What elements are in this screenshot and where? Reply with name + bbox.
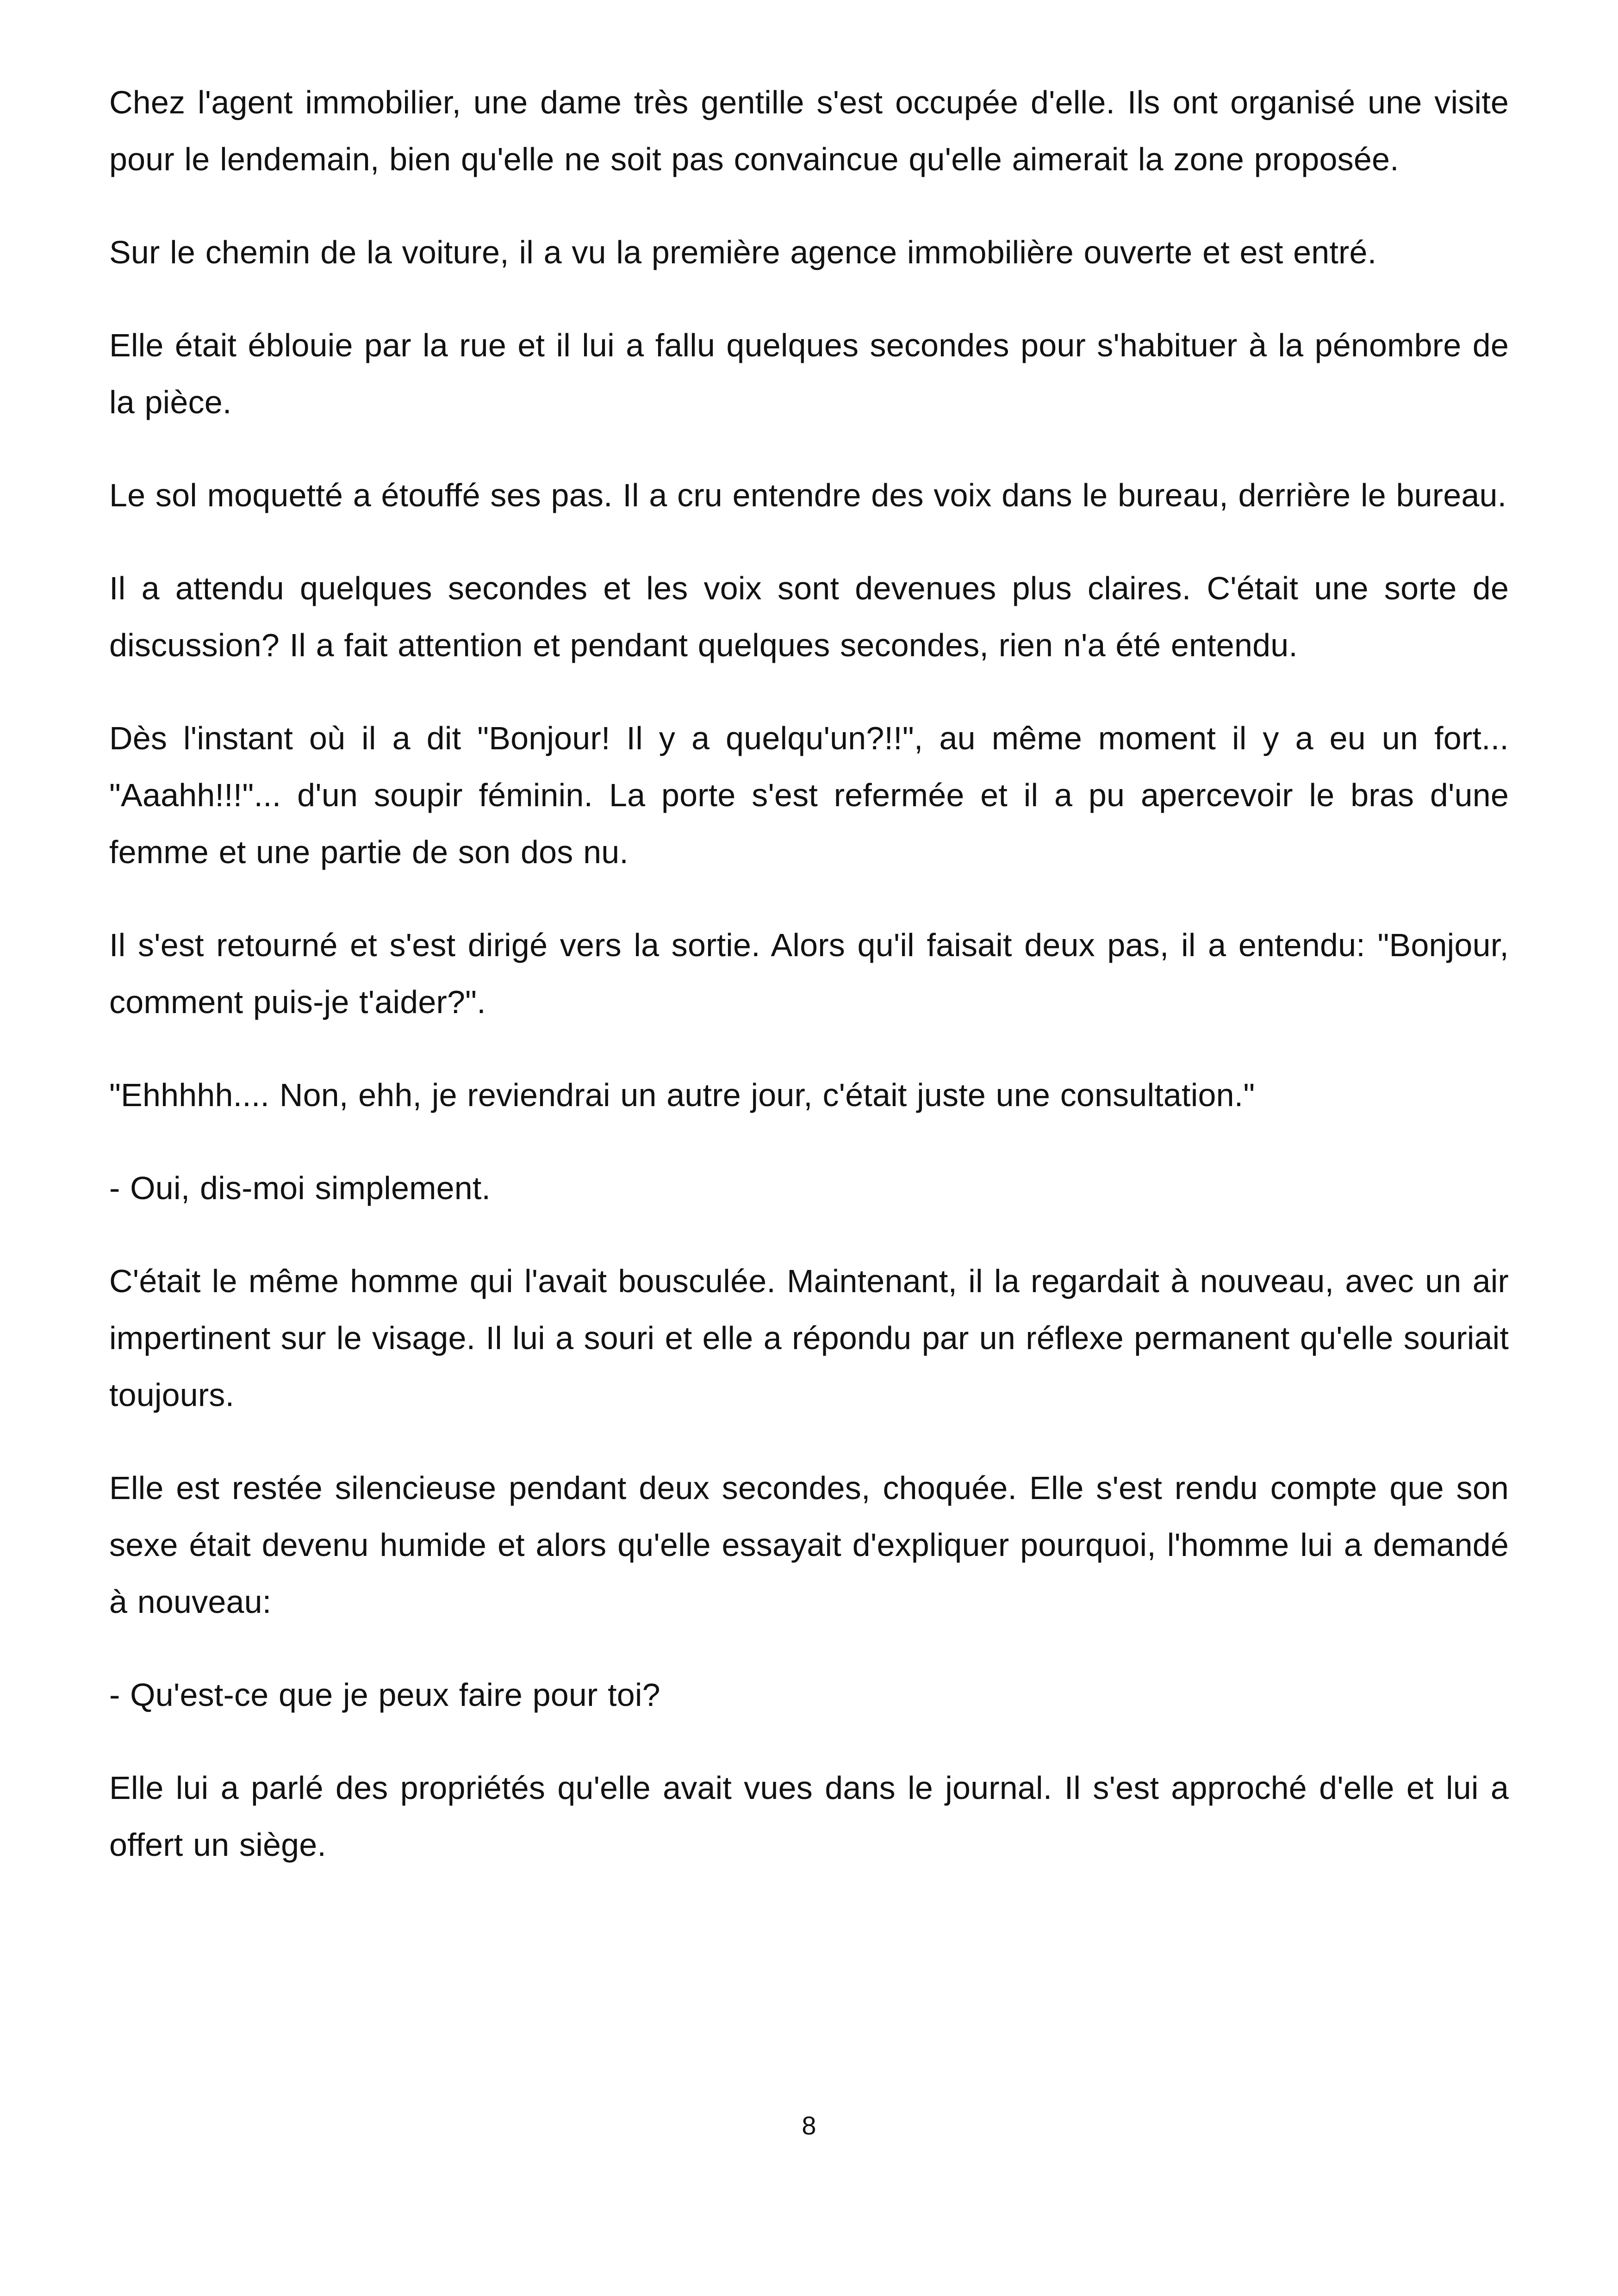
paragraph-5: Il a attendu quelques secondes et les voix sont devenues plus claires. C'était une sorte de discussion? Il a fait attention et pendant quelques secondes, rien n'a été entendu. [109, 570, 1509, 663]
paragraph-6: Dès l'instant où il a dit "Bonjour! Il y a quelqu'un?!!", au même moment il y a eu un fort... "Aaahh!!!"... d'un soupir féminin. La porte s'est refermée et il a pu apercevoir le bras d'une femme et une partie de son dos nu. [109, 720, 1509, 870]
body-text [109, 74, 1509, 1910]
paragraph-11: Elle est restée silencieuse pendant deux secondes, choquée. Elle s'est rendu compte que son sexe était devenu humide et alors qu'elle essayait d'expliquer pourquoi, l'homme lui a demandé à nouveau: [109, 1470, 1509, 1620]
paragraph-1: Chez l'agent immobilier, une dame très gentille s'est occupée d'elle. Ils ont organisé une visite pour le lendemain, bien qu'elle ne soit pas convaincue qu'elle aimerait la zone proposée. [109, 84, 1509, 177]
page-number: 8 [802, 2111, 816, 2140]
paragraph-2: Sur le chemin de la voiture, il a vu la première agence immobilière ouverte et est entré. [109, 234, 1377, 270]
paragraph-3: Elle était éblouie par la rue et il lui a fallu quelques secondes pour s'habituer à la pénombre de la pièce. [109, 327, 1509, 420]
paragraph-12: - Qu'est-ce que je peux faire pour toi? [109, 1677, 660, 1713]
paragraph-9: - Oui, dis-moi simplement. [109, 1170, 491, 1206]
paragraph-4: Le sol moquetté a étouffé ses pas. Il a cru entendre des voix dans le bureau, derrière le bureau. [109, 477, 1507, 513]
paragraph-8: "Ehhhhh.... Non, ehh, je reviendrai un autre jour, c'était juste une consultation." [109, 1077, 1255, 1113]
paragraph-10: C'était le même homme qui l'avait bousculée. Maintenant, il la regardait à nouveau, avec un air impertinent sur le visage. Il lui a souri et elle a répondu par un réflexe permanent qu'elle souriait toujours. [109, 1263, 1509, 1413]
paragraph-7: Il s'est retourné et s'est dirigé vers la sortie. Alors qu'il faisait deux pas, il a entendu: "Bonjour, comment puis-je t'aider?". [109, 927, 1509, 1020]
paragraph-13: Elle lui a parlé des propriétés qu'elle avait vues dans le journal. Il s'est approché d'elle et lui a offert un siège. [109, 1770, 1509, 1863]
